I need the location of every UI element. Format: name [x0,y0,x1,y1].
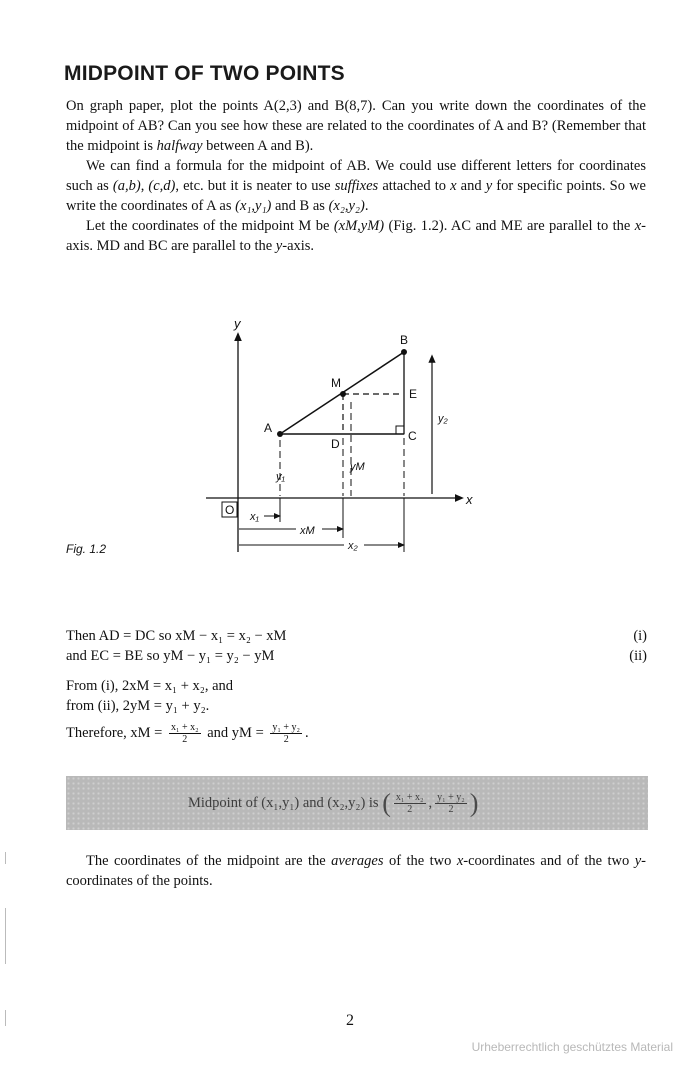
conclusion-a: The coordinates of the midpoint are the [86,853,332,869]
eq5-frac-y-num: y₁ + y₂ [272,722,300,733]
p2-text-b: , etc. but it is neater to use [175,178,335,194]
label-b: B [400,333,409,347]
label-d: D [331,437,340,451]
p2-coords-b: (x₂,y₂) [328,198,365,214]
conclusion-emphasis: averages [331,853,384,869]
copyright-watermark: Urheberrechtlich geschütztes Material [471,1040,673,1054]
conclusion-y: y [634,853,642,869]
p3-text-b: (Fig. 1.2). AC and ME are parallel to the [384,218,635,234]
p3-text: Let the coordinates of the midpoint M be [86,218,334,234]
p1-text: On graph paper, plot the points A(2,3) and B(8,7). Can you write down the coordinates of the midpoint of AB? Can you see how these are related to the coordinates of A and B? (Remember that the midpoint is [66,98,646,154]
result-text: Midpoint of (x₁,y₁) and (x₂,y₂) is [188,794,379,811]
p2-end: . [364,198,369,214]
result-box [66,776,648,830]
result-frac-x-num: x₁ + x₂ [395,792,424,803]
eq5-frac-x-num: x₁ + x₂ [170,722,199,733]
p2-text: We can find a formula for the midpoint of AB. We could use different letters for coordinates such as [66,158,646,194]
y-axis-label: y [234,316,241,331]
p3-y: y [275,238,283,254]
result-frac-y-den: 2 [448,804,454,815]
close-paren: ) [469,788,479,818]
equation-line-3: From (i), 2xM = x₁ + x₂, and [66,678,234,694]
p1-end: between A and B). [202,138,314,154]
equation-line-1: Then AD = DC so xM − x₁ = x₂ − xM [66,628,287,644]
result-frac-y [435,792,467,815]
figure-caption: Fig. 1.2 [66,542,107,556]
x-axis-label: x [466,492,473,507]
equation-number-1: (i) [633,628,647,644]
eq5-frac-x-den: 2 [182,734,188,745]
page-number: 2 [346,1012,354,1029]
label-c: C [408,429,417,443]
equation-line-5 [66,722,309,745]
p2-y: y [485,178,493,194]
label-m: M [331,376,341,390]
eq5-frac-y-den: 2 [283,734,289,745]
xm-label: xM [300,525,315,537]
right-angle-c [396,426,404,434]
conclusion-d: -coordinates of the points. [66,853,646,889]
point-m [340,391,346,397]
p3-coords-m: (xM,yM) [333,218,385,234]
open-paren: ( [382,788,391,818]
label-y1: y₁ [276,471,285,483]
p2-x: x [450,178,457,194]
p3-x: x [634,218,642,234]
eq5-fraction-x [169,722,201,745]
point-a [277,431,283,437]
result-frac-x [394,792,426,815]
p2-cd: (c,d) [148,178,176,194]
conclusion-x: x [456,853,464,869]
p2-text-d: for specific points. So we write the coordinates of A as [66,178,646,214]
p2-coords-a: (x₁,y₁) [235,198,272,214]
equation-line-4: from (ii), 2yM = y₁ + y₂. [66,698,210,714]
conclusion-paragraph [66,851,646,891]
result-frac-y-num: y₁ + y₂ [437,792,465,803]
margin-mark [5,852,6,864]
p2-comma: , [140,178,149,194]
label-y2: y₂ [438,413,448,425]
p2-ab: (a,b) [112,178,141,194]
eq5-fraction-y [270,722,302,745]
p2-and: and [456,178,486,194]
label-a: A [264,421,273,435]
margin-mark [5,908,6,964]
p3-end: -axis. [282,238,315,254]
eq5-end: . [305,724,309,741]
p2-text-e: and B as [271,198,329,214]
eq5-mid: and yM = [203,724,268,741]
p2-text-c: attached to [378,178,451,194]
label-ym: yM [350,461,365,473]
p2-suffixes: suffixes [334,178,379,194]
x1-label: x₁ [250,511,259,523]
point-b [401,349,407,355]
margin-mark [5,1010,6,1026]
conclusion-c: -coordinates and of the two [463,853,635,869]
label-e: E [409,387,418,401]
equation-number-2: (ii) [629,648,647,664]
p1-emphasis: halfway [156,138,203,154]
x2-label: x₂ [348,540,358,552]
equation-line-2: and EC = BE so yM − y₁ = y₂ − yM [66,648,275,664]
eq5-pre: Therefore, xM = [66,724,166,741]
p3-text-c: -axis. MD and BC are parallel to the [66,218,647,254]
section-heading: MIDPOINT OF TWO POINTS [64,62,345,85]
origin-label: O [225,503,235,517]
result-frac-x-den: 2 [407,804,413,815]
result-comma: , [428,794,433,811]
result-box-content [188,788,479,818]
conclusion-b: of the two [383,853,457,869]
